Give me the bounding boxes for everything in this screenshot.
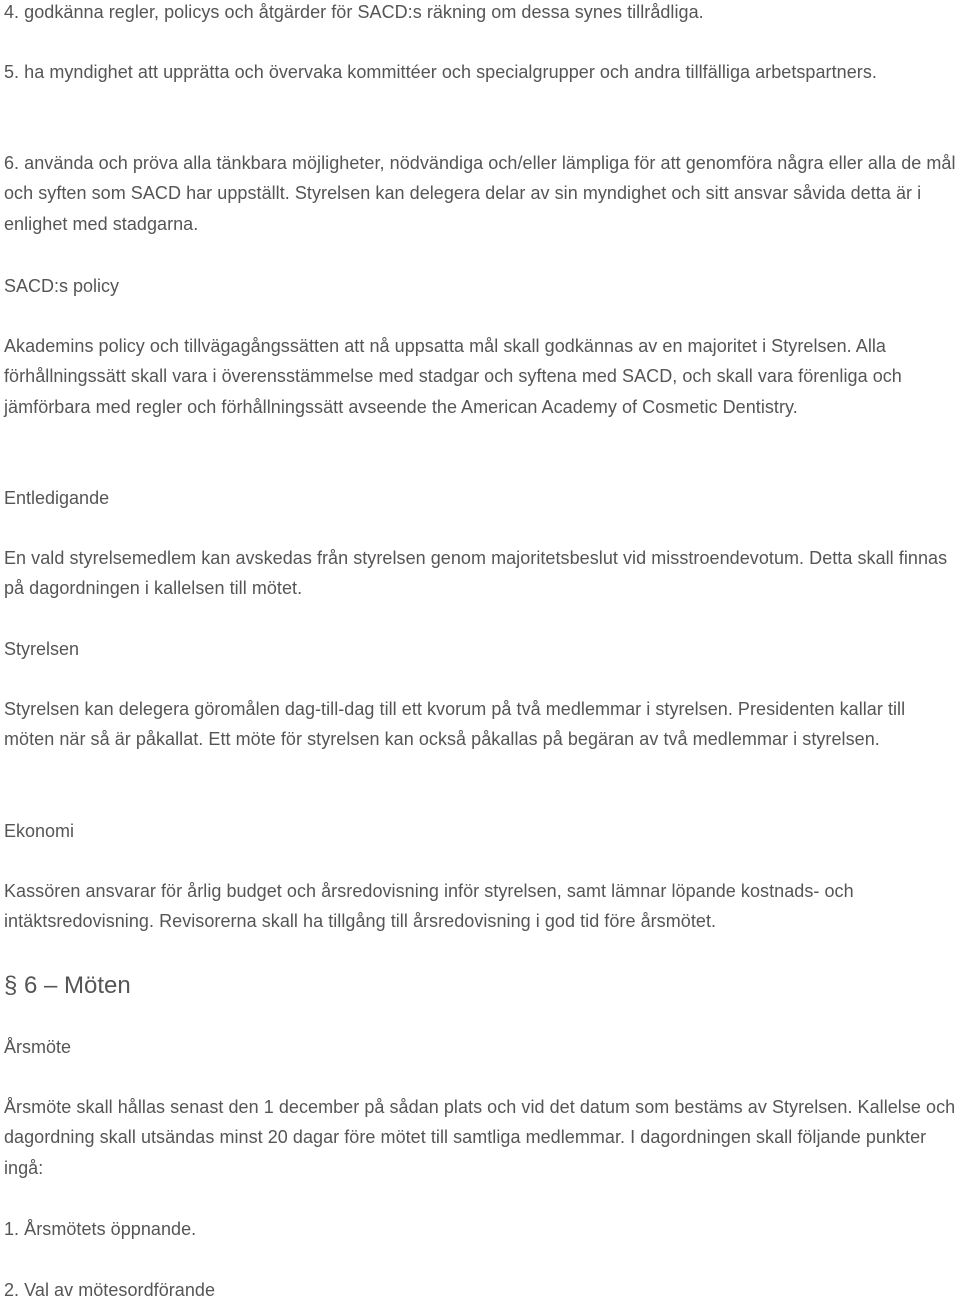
- paragraph-policy: Akademins policy och tillvägagångssätten att nå uppsatta mål skall godkännas av en majoritet i Styrelsen. Alla förhållningssätt skall vara i överensstämmelse med stadgar och syftena med SACD, och skall vara förenliga och jämförbara med regler och förhållningssätt avseende the American Academy of Cosmetic Dentistry.: [4, 336, 902, 417]
- paragraph-styrelsen: Styrelsen kan delegera göromålen dag-till-dag till ett kvorum på två medlemmar i styrelsen. Presidenten kallar till möten när så är påkallat. Ett möte för styrelsen kan också påkallas på begäran av två medlemmar i styrelsen.: [4, 699, 906, 750]
- item-5: 5. ha myndighet att upprätta och övervaka kommittéer och specialgrupper och andra tillfälliga arbetspartners.: [4, 62, 877, 82]
- paragraph-entledigande: En vald styrelsemedlem kan avskedas från styrelsen genom majoritetsbeslut vid misstroendevotum. Detta skall finnas på dagordningen i kallelsen till mötet.: [4, 548, 948, 599]
- paragraph-arsmote: Årsmöte skall hållas senast den 1 december på sådan plats och vid det datum som bestäms av Styrelsen. Kallelse och dagordning skall utsändas minst 20 dagar före mötet till samtliga medlemmar. I dagordningen skall följande punkter ingå:: [4, 1097, 956, 1178]
- heading-ekonomi: Ekonomi: [4, 821, 75, 841]
- agenda-item-2: 2. Val av mötesordförande: [4, 1280, 216, 1300]
- heading-arsmote: Årsmöte: [4, 1037, 72, 1057]
- agenda-item-1: 1. Årsmötets öppnande.: [4, 1219, 197, 1239]
- item-4: 4. godkänna regler, policys och åtgärder för SACD:s räkning om dessa synes tillrådliga.: [4, 2, 704, 22]
- heading-styrelsen: Styrelsen: [4, 639, 80, 659]
- heading-entledigande: Entledigande: [4, 488, 110, 508]
- item-6: 6. använda och pröva alla tänkbara möjligheter, nödvändiga och/eller lämpliga för att genomföra några eller alla de mål och syften som SACD har uppställt. Styrelsen kan delegera delar av sin myndighet och sitt ansvar såvida detta är i enlighet med stadgarna.: [4, 153, 956, 234]
- section-6-moten: § 6 – Möten: [4, 972, 131, 999]
- heading-sacd-policy: SACD:s policy: [4, 276, 120, 296]
- paragraph-ekonomi: Kassören ansvarar för årlig budget och årsredovisning inför styrelsen, samt lämnar löpande kostnads- och intäktsredovisning. Revisorerna skall ha tillgång till årsredovisning i god tid före årsmötet.: [4, 881, 854, 932]
